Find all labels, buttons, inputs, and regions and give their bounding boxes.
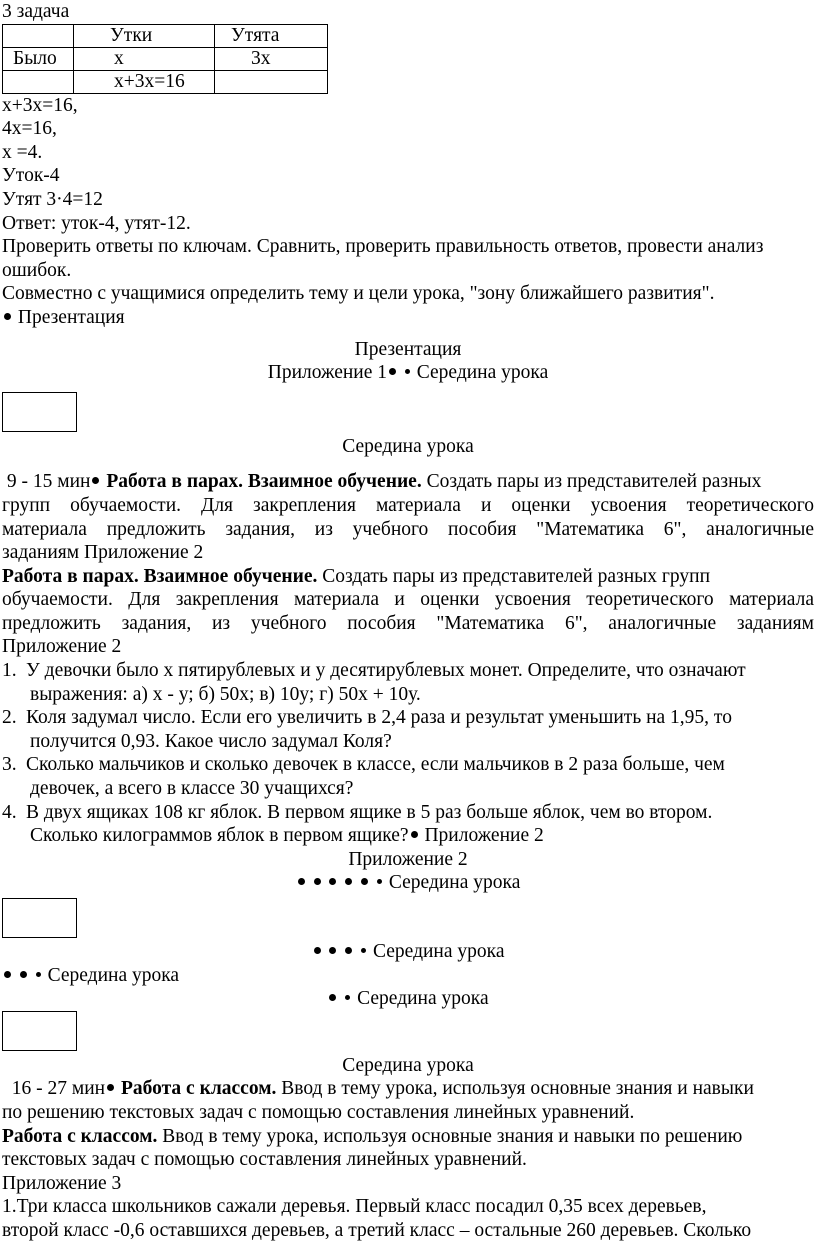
- appendix-ref: Приложение 2: [424, 825, 544, 847]
- image-placeholder-box: [2, 1011, 77, 1051]
- class-work-repeat-line: [2, 1125, 814, 1149]
- check-instruction-cont: ошибок.: [2, 259, 72, 281]
- pairs-repeat-line: Приложение 2: [2, 636, 122, 658]
- task3-line: 1.Три класса школьников сажали деревья. Первый класс посадил 0,35 всех деревьев,: [2, 1196, 707, 1218]
- time-label: 16 - 27 мин: [11, 1078, 106, 1100]
- appendix1-label: Приложение 1: [267, 362, 388, 384]
- bullet-icon: [329, 878, 336, 885]
- middle-label: Середина урока: [357, 988, 489, 1010]
- list-item: [2, 753, 814, 800]
- item-text: В двух ящиках 108 кг яблок. В первом ящике в 5 раз больше яблок, чем во втором.: [26, 801, 713, 823]
- item-text-part: Сколько килограммов яблок в первом ящике?: [30, 825, 409, 847]
- bullet-icon: [361, 948, 366, 953]
- table-cell: Было: [3, 47, 74, 70]
- bullet-icon: [314, 878, 321, 885]
- solution-line: х+3х=16,: [2, 94, 78, 116]
- table-cell: х: [74, 47, 215, 70]
- section-title: Работа в парах. Взаимное обучение.: [106, 471, 422, 493]
- paragraph-text: Ввод в тему урока, используя основные знания и навыки по решению: [162, 1125, 743, 1147]
- item-text: девочек, а всего в классе 30 учащихся?: [30, 778, 354, 800]
- paragraph-text: Создать пары из представителей разных групп: [322, 565, 711, 587]
- table-cell: 3х: [215, 47, 328, 70]
- task3-line: второй класс -0,6 оставшихся деревьев, а третий класс – остальные 260 деревьев. Сколько: [2, 1219, 752, 1241]
- dots-middle-line: [2, 964, 814, 988]
- table-cell: [3, 24, 74, 47]
- solution-line: 4х=16,: [2, 118, 57, 140]
- bullet-icon: [298, 878, 305, 885]
- appendix3-title: Приложение 3: [2, 1172, 122, 1194]
- task-list: [2, 659, 814, 848]
- solution-line: Уток-4: [2, 165, 60, 187]
- table-cell: Утята: [215, 24, 328, 47]
- bullet-icon: [107, 1084, 114, 1091]
- bullet-icon: [20, 971, 27, 978]
- middle-label: Середина урока: [373, 941, 505, 962]
- item-text: Коля задумал число. Если его увеличить в 2,4 раза и результат уменьшить на 1,95, то: [26, 707, 732, 729]
- appendix1-line: [2, 361, 814, 385]
- section-title: Работа в парах. Взаимное обучение.: [2, 565, 318, 587]
- item-text: получится 0,93. Какое число задумал Коля?: [30, 730, 392, 752]
- class-work-line: по решению текстовых задач с помощью составления линейных уравнений.: [2, 1101, 635, 1123]
- pairs-paragraph-line: [2, 470, 814, 494]
- bullet-icon: [92, 477, 99, 484]
- middle-label: Середина урока: [388, 872, 521, 894]
- time-label: 9 - 15 мин: [6, 471, 91, 493]
- paragraph-text: Ввод в тему урока, используя основные знания и навыки: [281, 1078, 754, 1100]
- middle-label: Середина урока: [342, 1054, 474, 1076]
- dots-middle-line: [2, 871, 814, 895]
- bullet-icon: [389, 368, 396, 375]
- list-item: [2, 659, 814, 706]
- bullet-icon: [405, 369, 410, 374]
- bullet-icon: [377, 879, 382, 884]
- item-number: 1.: [2, 660, 17, 682]
- bullet-icon: [329, 994, 336, 1001]
- dots-middle-line: [2, 940, 814, 964]
- ducks-table: [2, 24, 328, 94]
- section-title: Работа с классом.: [120, 1078, 277, 1100]
- appendix2-title: Приложение 2: [348, 848, 468, 870]
- table-row: [3, 47, 328, 70]
- solution-line: х =4.: [2, 141, 43, 163]
- bullet-icon: [314, 947, 321, 954]
- table-cell: Утки: [74, 24, 215, 47]
- class-work-line: [2, 1077, 814, 1101]
- item-text: выражения: а) х - у; б) 50х; в) 10у; г) 50х + 10у.: [30, 683, 421, 705]
- task-heading: 3 задача: [2, 1, 70, 22]
- table-cell: [3, 70, 74, 93]
- presentation-bullet: [2, 306, 814, 330]
- image-placeholder-box: [2, 898, 77, 938]
- dots-middle-line: [2, 987, 814, 1011]
- item-text: Сколько мальчиков и сколько девочек в классе, если мальчиков в 2 раза больше, чем: [26, 754, 725, 776]
- pairs-paragraph-line: групп обучаемости. Для закрепления материала и оценки усвоения теоретического: [2, 494, 814, 516]
- class-work-repeat-line: текстовых задач с помощью составления линейных уравнений.: [2, 1149, 527, 1171]
- section-title: Работа с классом.: [2, 1125, 158, 1147]
- bullet-icon: [345, 995, 350, 1000]
- table-row: [3, 70, 328, 93]
- item-number: 2.: [2, 707, 17, 729]
- middle-label: Середина урока: [47, 964, 180, 986]
- answer-line: Ответ: уток-4, утят-12.: [2, 212, 191, 234]
- bullet-icon: [4, 971, 11, 978]
- solution-line: Утят 3·4=12: [2, 188, 103, 210]
- image-placeholder-box: [2, 392, 77, 432]
- presentation-title: Презентация: [354, 338, 462, 360]
- table-cell: [215, 70, 328, 93]
- pairs-repeat-line: предложить задания, из учебного пособия "Математика 6", аналогичные заданиям: [2, 612, 814, 634]
- pairs-repeat-line: [2, 565, 814, 589]
- bullet-icon: [345, 947, 352, 954]
- item-text: У девочки было х пятирублевых и у десятирублевых монет. Определите, что означают: [26, 660, 746, 682]
- item-number: 3.: [2, 754, 17, 776]
- bullet-label: Презентация: [17, 306, 125, 328]
- pairs-paragraph-line: материала предложить задания, из учебного пособия "Математика 6", аналогичные: [2, 518, 814, 540]
- table-cell: х+3х=16: [74, 70, 215, 93]
- bullet-icon: [345, 878, 352, 885]
- table-row: [3, 24, 328, 47]
- bullet-icon: [4, 313, 11, 320]
- item-number: 4.: [2, 801, 17, 823]
- pairs-repeat-line: обучаемости. Для закрепления материала и оценки усвоения теоретического материала: [2, 589, 814, 611]
- pairs-paragraph-line: заданиям Приложение 2: [2, 542, 204, 564]
- list-item: [2, 801, 814, 848]
- bullet-icon: [329, 947, 336, 954]
- list-item: [2, 706, 814, 753]
- paragraph-text: Создать пары из представителей разных: [426, 471, 762, 493]
- topic-instruction: Совместно с учащимися определить тему и цели урока, "зону ближайшего развития".: [2, 283, 715, 305]
- bullet-icon: [36, 972, 41, 977]
- bullet-icon: [411, 831, 418, 838]
- middle-label: Середина урока: [416, 362, 549, 384]
- check-instruction: Проверить ответы по ключам. Сравнить, проверить правильность ответов, провести анализ: [2, 236, 764, 258]
- middle-label: Середина урока: [342, 435, 474, 457]
- bullet-icon: [361, 878, 368, 885]
- item-text: [26, 824, 814, 848]
